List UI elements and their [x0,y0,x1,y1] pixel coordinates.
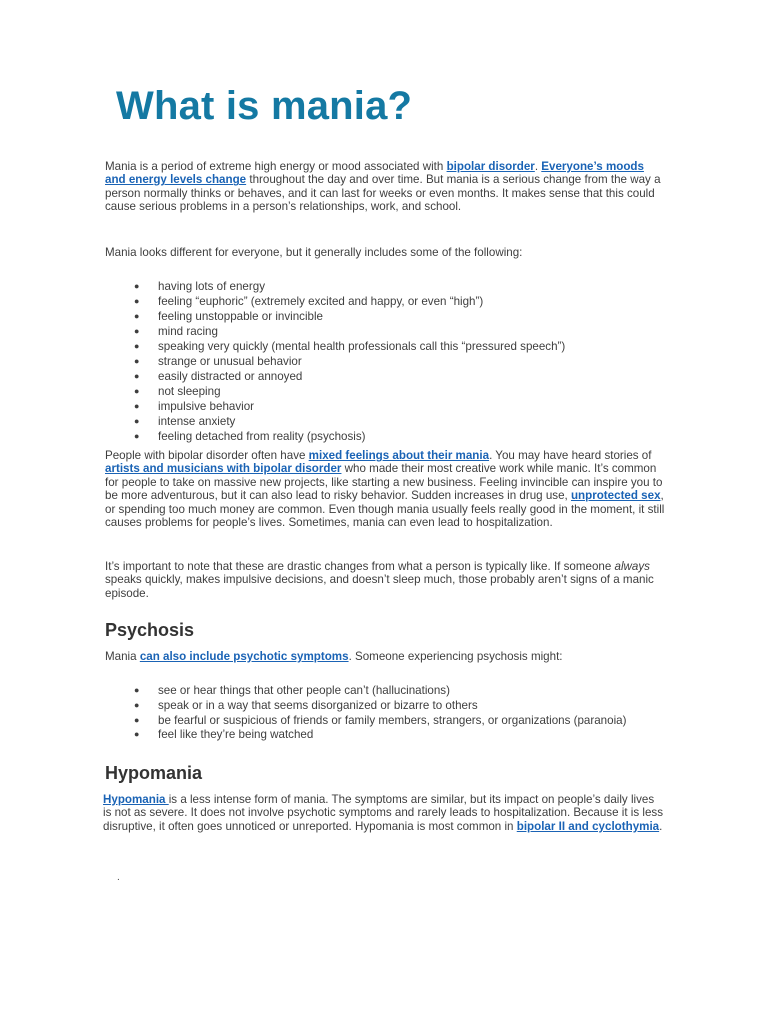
list-item-text: feel like they’re being watched [158,728,314,742]
list-item [105,279,665,294]
bullet-icon: ● [134,714,140,725]
para3-text-2: speaks quickly, makes impulsive decisions, and doesn’t sleep much, those probably aren’t signs of a manic episode. [105,573,654,600]
psychosis-list [105,684,665,743]
intro-paragraph [105,160,667,214]
list-item-text: having lots of energy [158,280,265,293]
hypomania-paragraph [103,793,665,833]
list-item [105,714,665,727]
symptoms-list [105,279,665,444]
para2-text-2: . You may have heard stories of [489,449,652,462]
bullet-icon: ● [134,326,140,336]
intro-text-1: Mania is a period of extreme high energy or mood associated with [105,160,447,173]
para2-text-4: , or spending too much money are common. Even though mania usually feels really good in the moment, it still causes problems for people’s lives. Sometimes, mania can even lead to hospitalization. [105,489,665,530]
always-emphasis: always [614,560,650,573]
bullet-icon: ● [134,431,140,441]
bullet-icon: ● [134,416,140,426]
intro-text-2: . [534,160,542,173]
bullet-icon: ● [134,386,140,396]
hypomania-heading: Hypomania [105,763,203,783]
hypomania-link[interactable]: Hypomania [103,793,169,806]
list-item-text: speaking very quickly (mental health professionals call this “pressured speech”) [158,340,566,353]
list-item-text: impulsive behavior [158,400,255,413]
lead-paragraph: Mania looks different for everyone, but it generally includes some of the following: [105,246,523,259]
para3-text-1: It’s important to note that these are drastic changes from what a person is typically like. If someone [105,560,615,573]
psychosis-text-2: . Someone experiencing psychosis might: [348,650,563,663]
bullet-icon: ● [134,296,140,306]
bullet-icon: ● [134,685,140,695]
list-item [105,399,665,414]
list-item-text: speak or in a way that seems disorganized or bizarre to others [158,698,478,712]
bullet-icon: ● [134,729,140,740]
list-item-text: feeling unstoppable or invincible [158,310,324,323]
list-item-text: see or hear things that other people can’t (hallucinations) [158,684,450,697]
list-item [105,309,665,324]
list-item [105,339,665,354]
list-item [105,414,665,429]
list-item [105,699,665,712]
intro-text-3: throughout the day and over time. But mania is a serious change from the way a person normally thinks or behaves, and it can last for weeks or even months. It makes sense that this could cause serious problems in a person’s relationships, work, and school. [105,173,661,214]
bipolar-disorder-link[interactable]: bipolar disorder [446,160,535,173]
list-item-text: not sleeping [158,385,221,398]
artists-musicians-link[interactable]: artists and musicians with bipolar disorder [105,462,342,476]
creativity-paragraph [105,449,667,529]
list-item [105,429,665,444]
list-item [105,384,665,399]
list-item-text: intense anxiety [158,415,236,428]
psychotic-symptoms-link[interactable]: can also include psychotic symptoms [139,650,349,663]
list-item-text: be fearful or suspicious of friends or family members, strangers, or organizations (paranoia) [158,713,627,727]
psychosis-intro [105,650,667,663]
bullet-icon: ● [134,281,140,291]
page-title: What is mania? [116,84,413,128]
list-item [105,728,665,741]
list-item [105,324,665,339]
list-item-text: feeling detached from reality (psychosis) [158,430,366,443]
list-item [105,684,665,697]
important-note-paragraph [105,560,667,600]
mixed-feelings-link[interactable]: mixed feelings about their mania [308,449,490,462]
moods-energy-link[interactable]: Everyone’s moods and energy levels change [105,160,644,187]
list-item [105,354,665,369]
list-item-text: easily distracted or annoyed [158,370,303,383]
list-item-text: strange or unusual behavior [158,355,302,368]
psychosis-heading: Psychosis [105,620,195,640]
list-item-text: feeling “euphoric” (extremely excited and happy, or even “high”) [158,295,484,308]
para2-text-1: People with bipolar disorder often have [105,449,309,462]
bullet-icon: ● [134,356,140,366]
hypomania-text-2: . [659,819,663,833]
bullet-icon: ● [134,311,140,321]
bullet-icon: ● [134,699,140,710]
bullet-icon: ● [134,341,140,351]
unprotected-sex-link[interactable]: unprotected sex [570,489,661,503]
bullet-icon: ● [134,371,140,381]
list-item [105,294,665,309]
list-item [105,369,665,384]
para2-text-3: who made their most creative work while manic. It’s common for people to take on massive new projects, like starting a new business. Feeling invincible can inspire you to be more adventurous, but it can also lead to risky behavior. Sudden increases in drug use, [105,462,663,503]
psychosis-text-1: Mania [105,650,140,663]
bullet-icon: ● [134,401,140,411]
bipolar-ii-cyclothymia-link[interactable]: bipolar II and cyclothymia [516,819,660,833]
list-item-text: mind racing [158,325,218,338]
hypomania-text-1: is a less intense form of mania. The symptoms are similar, but its impact on people’s daily lives is not as severe. It does not involve psychotic symptoms and rarely leads to hospitalization. Because it is less disruptive, it often goes unnoticed or unreported. Hypomania is most common in [103,793,663,833]
trailing-mark: . [117,872,120,883]
